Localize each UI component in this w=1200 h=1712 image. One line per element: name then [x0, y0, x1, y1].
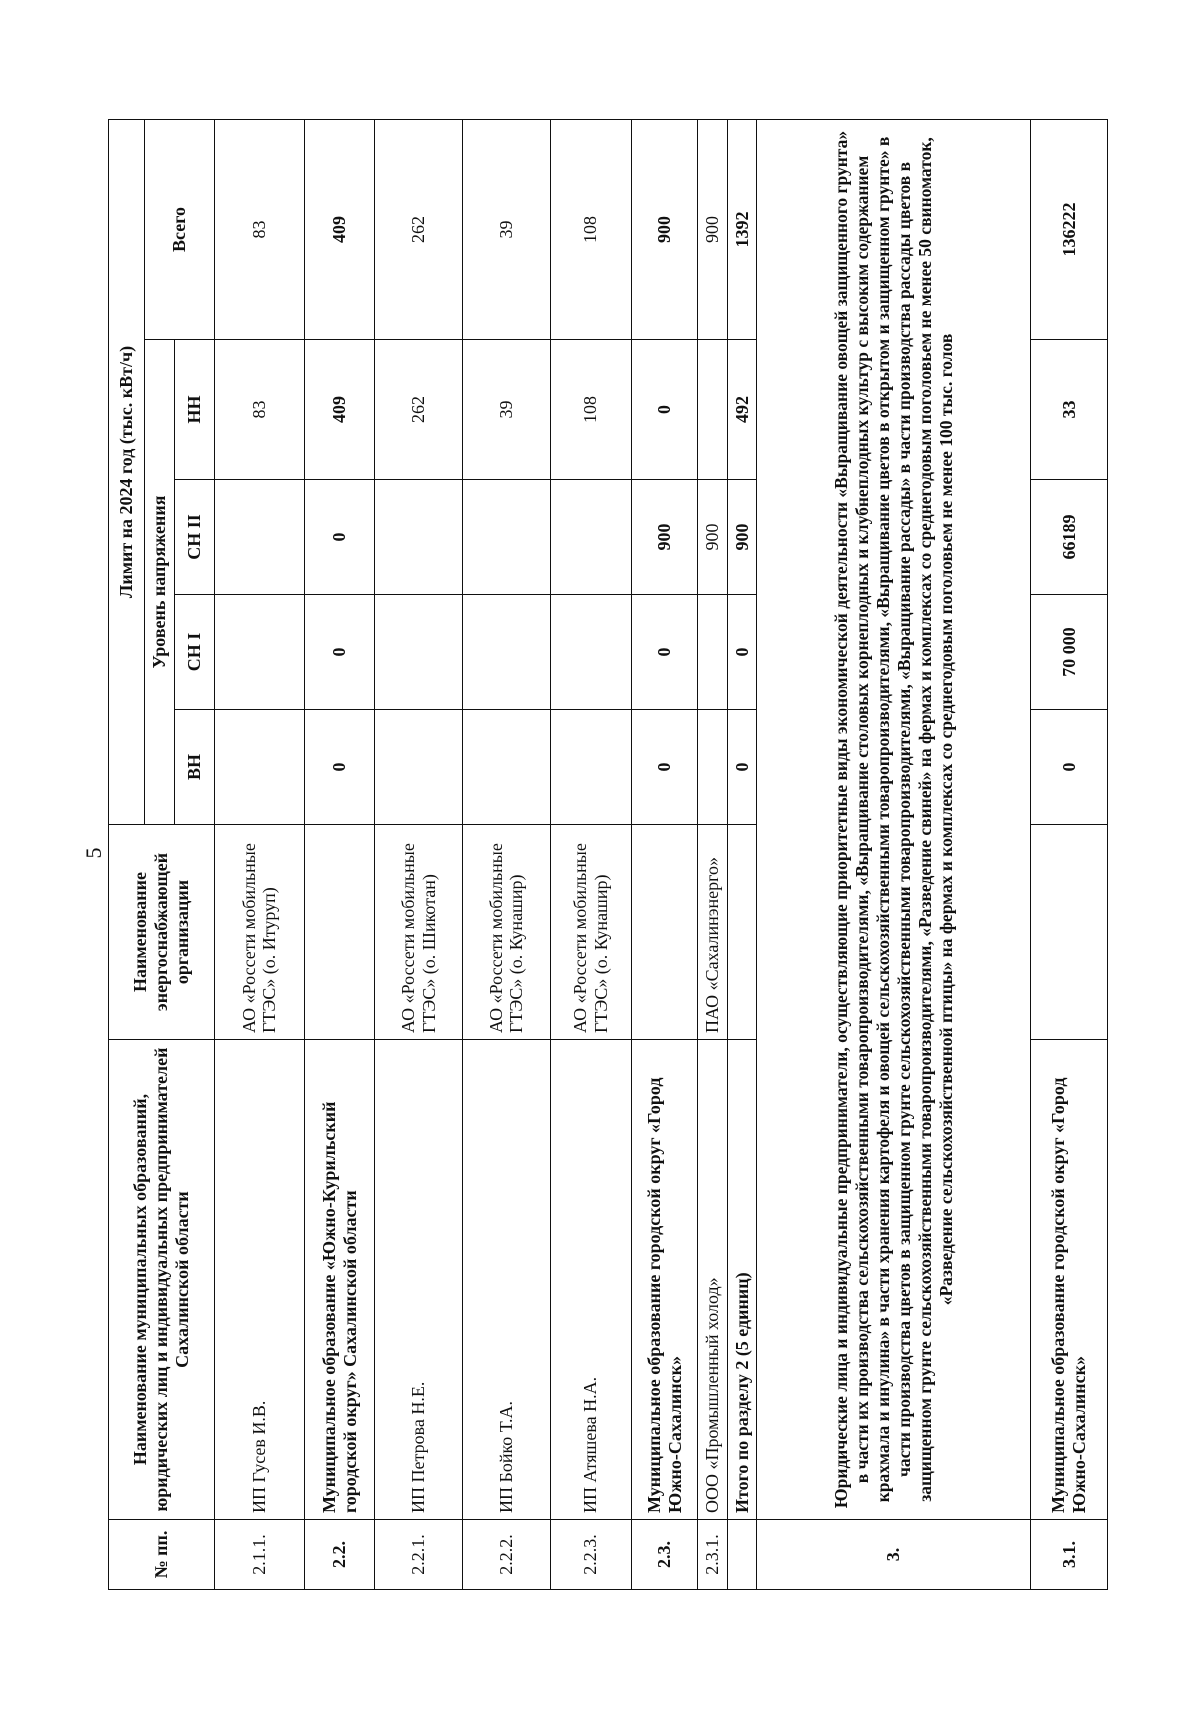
header-total: Всего: [145, 119, 215, 339]
table-row: [631, 119, 697, 1589]
row-sn2: 66189: [1030, 480, 1107, 595]
header-sn2: СН II: [175, 480, 215, 595]
row-sn2: [215, 480, 305, 595]
table-row: [698, 119, 728, 1589]
row-vn: 0: [304, 710, 375, 825]
table-row: [1030, 119, 1107, 1589]
row-nn: 83: [215, 340, 305, 480]
row-sn1: [375, 595, 463, 710]
table-row: [727, 119, 757, 1589]
row-supplier: [1030, 825, 1107, 1040]
row-vn: 0: [631, 710, 697, 825]
row-supplier: [631, 825, 697, 1040]
page-number: 5: [81, 847, 106, 859]
row-supplier: АО «Россети мобильные ГТЭС» (о. Кунашир): [462, 825, 550, 1040]
row-vn: [462, 710, 550, 825]
row-nn: 262: [375, 340, 463, 480]
row-name: ИП Гусев И.В.: [215, 1040, 305, 1520]
row-num: 2.2.2.: [462, 1520, 550, 1590]
row-vn: [375, 710, 463, 825]
table-row: [215, 119, 305, 1589]
row-sn2: [375, 480, 463, 595]
row-sn1: [215, 595, 305, 710]
limits-table: [108, 119, 1108, 1590]
row-nn: 33: [1030, 340, 1107, 480]
row-sn1: [550, 595, 631, 710]
header-limit: Лимит на 2024 год (тыс. кВт/ч): [109, 119, 145, 824]
row-sn2: 900: [727, 480, 757, 595]
row-sn2: [462, 480, 550, 595]
row-num: 2.3.: [631, 1520, 697, 1590]
row-sn1: [462, 595, 550, 710]
header-nn: НН: [175, 340, 215, 480]
row-num: 3.1.: [1030, 1520, 1107, 1590]
section-num: 3.: [757, 1520, 1031, 1590]
row-total: 39: [462, 119, 550, 339]
row-vn: [698, 710, 728, 825]
section-description: Юридические лица и индивидуальные предприниматели, осуществляющие приоритетные виды экономической деятельности «Выращивание овощей защищенного грунта» в части их производства сельскохозяйственными товаропроизводителями, «Выращивание столовых корнеплодных и клубнеплодных культур с высоким содержанием крахмала и инулина» в части хранения картофеля и овощей сельскохозяйственными товаропроизводителями, «Выращивание цветов в открытом и защищенном грунте» в части производства цветов в защищенном грунте сельскохозяйственными товаропроизводителями, «Выращивание рассады» в части производства рассады цветов в защищенном грунте сельскохозяйственными товаропроизводителями, «Разведение свиней» на фермах и комплексах со среднегодовым поголовьем не менее 50 свиноматок, «Разведение сельскохозяйственной птицы» на фермах и комплексах со среднегодовым поголовьем не менее 100 тыс. голов: [757, 119, 1031, 1519]
header-name: Наименование муниципальных образований, юридических лиц и индивидуальных предпринимателей Сахалинской области: [109, 1040, 215, 1520]
row-num: 2.3.1.: [698, 1520, 728, 1590]
header-supplier: Наименование энергоснабжающей организации: [109, 825, 215, 1040]
row-nn: 0: [631, 340, 697, 480]
row-name: ИП Бойко Т.А.: [462, 1040, 550, 1520]
row-vn: [550, 710, 631, 825]
row-nn: 108: [550, 340, 631, 480]
row-supplier: АО «Россети мобильные ГТЭС» (о. Шикотан): [375, 825, 463, 1040]
row-sn2: 900: [698, 480, 728, 595]
row-num: 2.2.1.: [375, 1520, 463, 1590]
row-sn1: 0: [727, 595, 757, 710]
row-num: [727, 1520, 757, 1590]
row-supplier: ПАО «Сахалинэнерго»: [698, 825, 728, 1040]
row-sn1: 0: [304, 595, 375, 710]
section-row: [757, 119, 1031, 1589]
row-vn: 0: [1030, 710, 1107, 825]
row-sn2: 0: [304, 480, 375, 595]
row-nn: [698, 340, 728, 480]
row-sn1: [698, 595, 728, 710]
row-nn: 39: [462, 340, 550, 480]
table-row: [304, 119, 375, 1589]
row-total: 108: [550, 119, 631, 339]
row-sn1: 70 000: [1030, 595, 1107, 710]
row-vn: [215, 710, 305, 825]
row-name: ООО «Промышленный холод»: [698, 1040, 728, 1520]
row-total: 83: [215, 119, 305, 339]
row-total: 900: [631, 119, 697, 339]
row-total: 262: [375, 119, 463, 339]
header-vn: ВН: [175, 710, 215, 825]
row-num: 2.2.: [304, 1520, 375, 1590]
row-name: Муниципальное образование «Южно-Курильский городской округ» Сахалинской области: [304, 1040, 375, 1520]
row-supplier: АО «Россети мобильные ГТЭС» (о. Итуруп): [215, 825, 305, 1040]
header-num: № пп.: [109, 1520, 215, 1590]
rotated-table-wrapper: [108, 120, 1108, 1590]
row-total: 136222: [1030, 119, 1107, 339]
table-row: [375, 119, 463, 1589]
row-total: 900: [698, 119, 728, 339]
row-supplier: [727, 825, 757, 1040]
header-voltage: Уровень напряжения: [145, 340, 175, 825]
row-num: 2.2.3.: [550, 1520, 631, 1590]
row-supplier: [304, 825, 375, 1040]
row-nn: 409: [304, 340, 375, 480]
row-vn: 0: [727, 710, 757, 825]
row-nn: 492: [727, 340, 757, 480]
row-total: 409: [304, 119, 375, 339]
row-name: Муниципальное образование городской округ «Город Южно-Сахалинск»: [1030, 1040, 1107, 1520]
row-name: ИП Петрова Н.Е.: [375, 1040, 463, 1520]
row-sn1: 0: [631, 595, 697, 710]
row-name: Итого по разделу 2 (5 единиц): [727, 1040, 757, 1520]
row-name: ИП Атяшева Н.А.: [550, 1040, 631, 1520]
row-sn2: [550, 480, 631, 595]
row-total: 1392: [727, 119, 757, 339]
table-row: [550, 119, 631, 1589]
row-num: 2.1.1.: [215, 1520, 305, 1590]
table-row: [462, 119, 550, 1589]
row-sn2: 900: [631, 480, 697, 595]
row-supplier: АО «Россети мобильные ГТЭС» (о. Кунашир): [550, 825, 631, 1040]
header-sn1: СН I: [175, 595, 215, 710]
row-name: Муниципальное образование городской округ «Город Южно-Сахалинск»: [631, 1040, 697, 1520]
